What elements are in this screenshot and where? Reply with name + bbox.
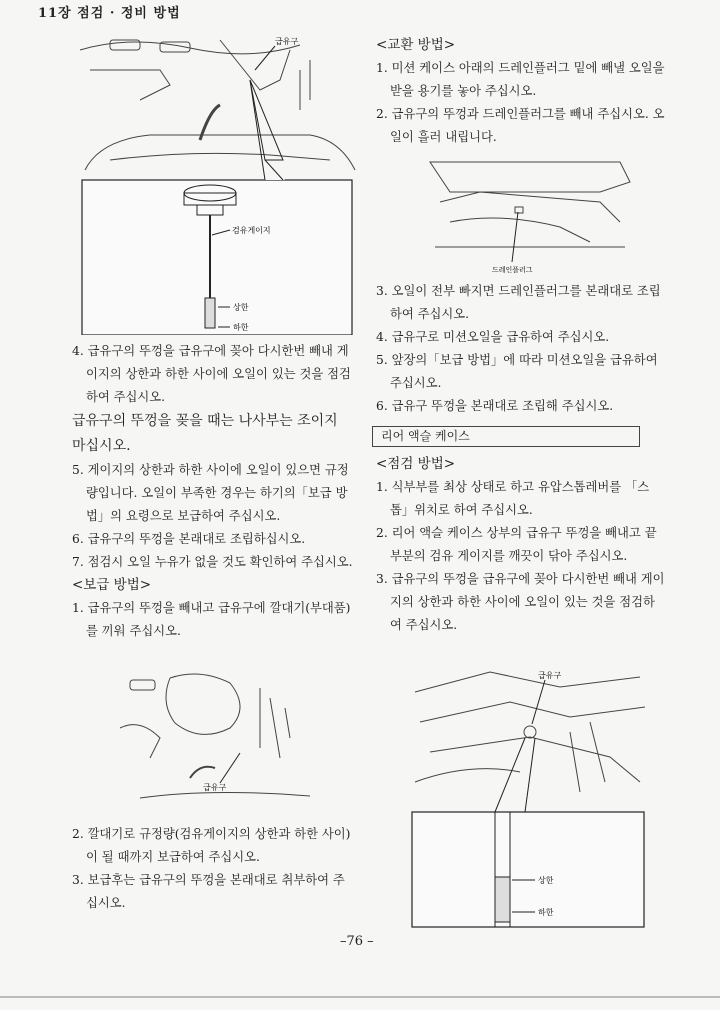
section-box-rear-axle: 리어 액슬 케이스 — [372, 426, 640, 447]
gauge-figure-1 — [70, 30, 360, 335]
supply-method-heading: <보급 방법> — [72, 577, 152, 593]
caution-note: 급유구의 뚜껑을 꽂을 때는 나사부는 조이지 마십시오. — [72, 413, 338, 454]
fig4-upper-label: 상한 — [538, 876, 554, 885]
step-6: 6. 급유구의 뚜껑을 본래대로 조립하십시오. — [72, 532, 306, 546]
bottom-edge-line — [0, 996, 720, 998]
change-step-2: 2. 급유구의 뚜껑과 드레인플러그를 빼내 주십시오. 오일이 흘러 내립니다. — [376, 107, 665, 144]
inspect-method-heading: <점검 방법> — [376, 456, 456, 472]
change-step-5: 5. 앞장의「보급 방법」에 따라 미션오일을 급유하여 주십시오. — [376, 353, 658, 390]
change-method-heading: <교환 방법> — [376, 37, 456, 53]
supply-step-2: 2. 깔대기로 규정량(검유게이지의 상한과 하한 사이)이 될 때까지 보급하여 주십시오. — [72, 827, 351, 864]
inspect-step-2: 2. 리어 액슬 케이스 상부의 급유구 뚜껑을 빼내고 끝부분의 검유 게이지를 깨끗이 닦아 주십시오. — [376, 526, 657, 563]
fig4-lower-label: 하한 — [538, 908, 554, 917]
step-7: 7. 점검시 오일 누유가 없을 것도 확인하여 주십시오. — [72, 555, 353, 569]
inspect-step-3: 3. 급유구의 뚜껑을 급유구에 꽂아 다시한번 빼내 게이지의 상한과 하한 사이에 오일이 있는 것을 점검하여 주십시오. — [376, 572, 665, 632]
step-4: 4. 급유구의 뚜껑을 급유구에 꽂아 다시한번 빼내 게이지의 상한과 하한 사이에 오일이 있는 것을 점검하여 주십시오. — [72, 344, 351, 404]
fig1-top-label: 급유구 — [275, 37, 299, 46]
fig2-label: 급유구 — [203, 783, 227, 792]
fig1-lower-label: 하한 — [233, 323, 249, 332]
left-column-lower — [72, 823, 354, 915]
right-column-upper — [376, 34, 666, 149]
supply-step-3: 3. 보급후는 급유구의 뚜껑을 본래대로 취부하여 주십시오. — [72, 873, 345, 910]
step-5: 5. 게이지의 상한과 하한 사이에 오일이 있으면 규정량입니다. 오일이 부족한 경우는 하기의「보급 방법」의 요령으로 보급하여 주십시오. — [72, 463, 349, 523]
fig3-label: 드레인플러그 — [492, 266, 533, 274]
change-step-4: 4. 급유구로 미션오일을 급유하여 주십시오. — [376, 330, 610, 344]
change-step-1: 1. 미션 케이스 아래의 드레인플러그 밑에 빼낼 오일을 받을 용기를 놓아 주십시오. — [376, 61, 665, 98]
change-step-3: 3. 오일이 전부 빠지면 드레인플러그를 본래대로 조립하여 주십시오. — [376, 284, 661, 321]
fig4-top-label: 급유구 — [538, 671, 562, 680]
change-step-6: 6. 급유구 뚜껑을 본래대로 조립해 주십시오. — [376, 399, 614, 413]
left-column — [72, 340, 354, 643]
right-column-middle — [376, 280, 666, 637]
drain-plug-figure — [420, 152, 640, 277]
fig1-gauge-label: 검유게이지 — [232, 226, 271, 235]
supply-step-1: 1. 급유구의 뚜껑을 빼내고 급유구에 깔대기(부대품)를 끼워 주십시오. — [72, 601, 351, 638]
funnel-figure — [110, 668, 330, 818]
page-header: 11장 점검 · 정비 방법 — [38, 6, 181, 21]
page-number: –76 – — [340, 934, 374, 949]
gauge-figure-2 — [410, 662, 650, 930]
fig1-upper-label: 상한 — [233, 303, 249, 312]
inspect-step-1: 1. 식부부를 최상 상태로 하고 유압스톱레버를 「스톱」위치로 하여 주십시오. — [376, 480, 650, 517]
